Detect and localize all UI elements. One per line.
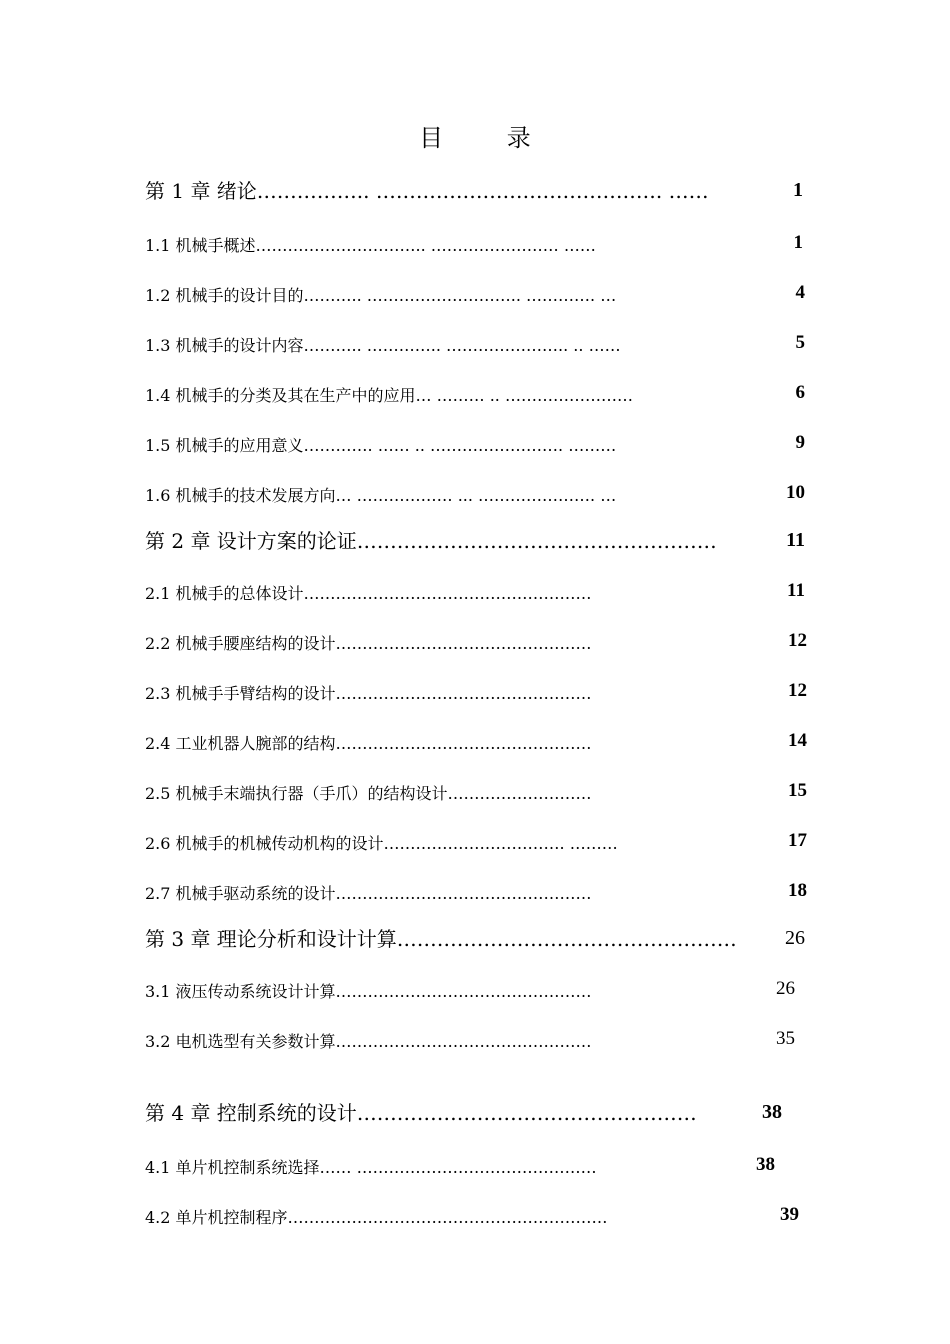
- entry-text: 第 2 章 设计方案的论证………………………………………………: [145, 529, 717, 553]
- entry-page-number: 17: [788, 830, 807, 851]
- entry-page-number: 4: [795, 282, 805, 303]
- entry-page-number: 12: [788, 630, 807, 651]
- entry-text: 1.2 机械手的设计目的……….. ……………………….. …………. …: [145, 286, 617, 305]
- toc-entry[interactable]: [145, 670, 807, 704]
- entry-page-number: 9: [795, 432, 805, 453]
- entry-text: 2.2 机械手腰座结构的设计…………………………………………: [145, 634, 592, 653]
- toc-entry[interactable]: [145, 372, 805, 406]
- entry-page-number: 6: [795, 382, 805, 403]
- entry-page-number: 35: [776, 1028, 795, 1049]
- entry-page-number: 11: [787, 580, 805, 601]
- entry-page-number: 39: [780, 1204, 799, 1225]
- entry-text: 2.5 机械手末端执行器（手爪）的结构设计………………………: [145, 784, 592, 803]
- toc-entry[interactable]: [145, 770, 807, 804]
- toc-entry[interactable]: [145, 170, 803, 204]
- entry-page-number: 14: [788, 730, 807, 751]
- toc-entry[interactable]: [145, 720, 807, 754]
- entry-page-number: 18: [788, 880, 807, 901]
- entry-text: 2.1 机械手的总体设计………………………………………………: [145, 584, 592, 603]
- entry-page-number: 5: [795, 332, 805, 353]
- entry-text: 2.6 机械手的机械传动机构的设计……………………………. ………: [145, 834, 618, 853]
- entry-page-number: 26: [776, 978, 795, 999]
- entry-page-number: 15: [788, 780, 807, 801]
- toc-entry[interactable]: [145, 222, 803, 256]
- toc-entry[interactable]: [145, 1144, 775, 1178]
- entry-page-number: 11: [786, 529, 805, 551]
- page-title: 目 录: [419, 124, 559, 152]
- toc-entry[interactable]: [145, 918, 805, 952]
- toc-entry[interactable]: [145, 322, 805, 356]
- entry-page-number: 12: [788, 680, 807, 701]
- entry-text: 2.3 机械手手臂结构的设计…………………………………………: [145, 684, 592, 703]
- entry-page-number: 10: [786, 482, 805, 503]
- entry-text: 第 3 章 理论分析和设计计算……………………………………………: [145, 927, 737, 951]
- entry-text: 2.7 机械手驱动系统的设计…………………………………………: [145, 884, 592, 903]
- toc-entry[interactable]: [145, 570, 805, 604]
- toc-entry[interactable]: [145, 968, 795, 1002]
- toc-entry[interactable]: [145, 472, 805, 506]
- toc-entry[interactable]: [145, 422, 805, 456]
- entry-page-number: 1: [793, 232, 803, 253]
- entry-text: 3.1 液压传动系统设计计算…………………………………………: [145, 982, 592, 1001]
- toc-entry[interactable]: [145, 620, 807, 654]
- toc-entry[interactable]: [145, 1092, 782, 1126]
- entry-text: 第 1 章 绪论…………….. ……………………………………. ……: [145, 179, 709, 203]
- entry-page-number: 38: [762, 1101, 782, 1123]
- toc-entry[interactable]: [145, 1018, 795, 1052]
- toc-entry[interactable]: [145, 1194, 799, 1228]
- entry-page-number: 1: [793, 179, 803, 201]
- entry-text: 2.4 工业机器人腕部的结构…………………………………………: [145, 734, 592, 753]
- entry-text: 1.1 机械手概述………………………….. …………………… ……: [145, 236, 596, 255]
- entry-text: 1.4 机械手的分类及其在生产中的应用… ……… .. ……………………: [145, 386, 633, 405]
- entry-text: 4.1 单片机控制系统选择…… ………………………………………: [145, 1158, 597, 1177]
- entry-page-number: 26: [785, 927, 805, 949]
- entry-text: 1.3 机械手的设计内容……….. ………….. ………………….. .. ……: [145, 336, 621, 355]
- entry-page-number: 38: [756, 1154, 775, 1175]
- entry-text: 4.2 单片机控制程序……………………………………………………: [145, 1208, 608, 1227]
- entry-text: 1.6 机械手的技术发展方向… ……………… ... …………………. …: [145, 486, 617, 505]
- toc-entry[interactable]: [145, 272, 805, 306]
- entry-text: 3.2 电机选型有关参数计算…………………………………………: [145, 1032, 592, 1051]
- toc-entry[interactable]: [145, 870, 807, 904]
- toc-entry[interactable]: [145, 820, 807, 854]
- entry-text: 第 4 章 控制系统的设计……………………………………………: [145, 1101, 697, 1125]
- toc-entry[interactable]: [145, 520, 805, 554]
- entry-text: 1.5 机械手的应用意义…………. …… .. ……………………. ………: [145, 436, 617, 455]
